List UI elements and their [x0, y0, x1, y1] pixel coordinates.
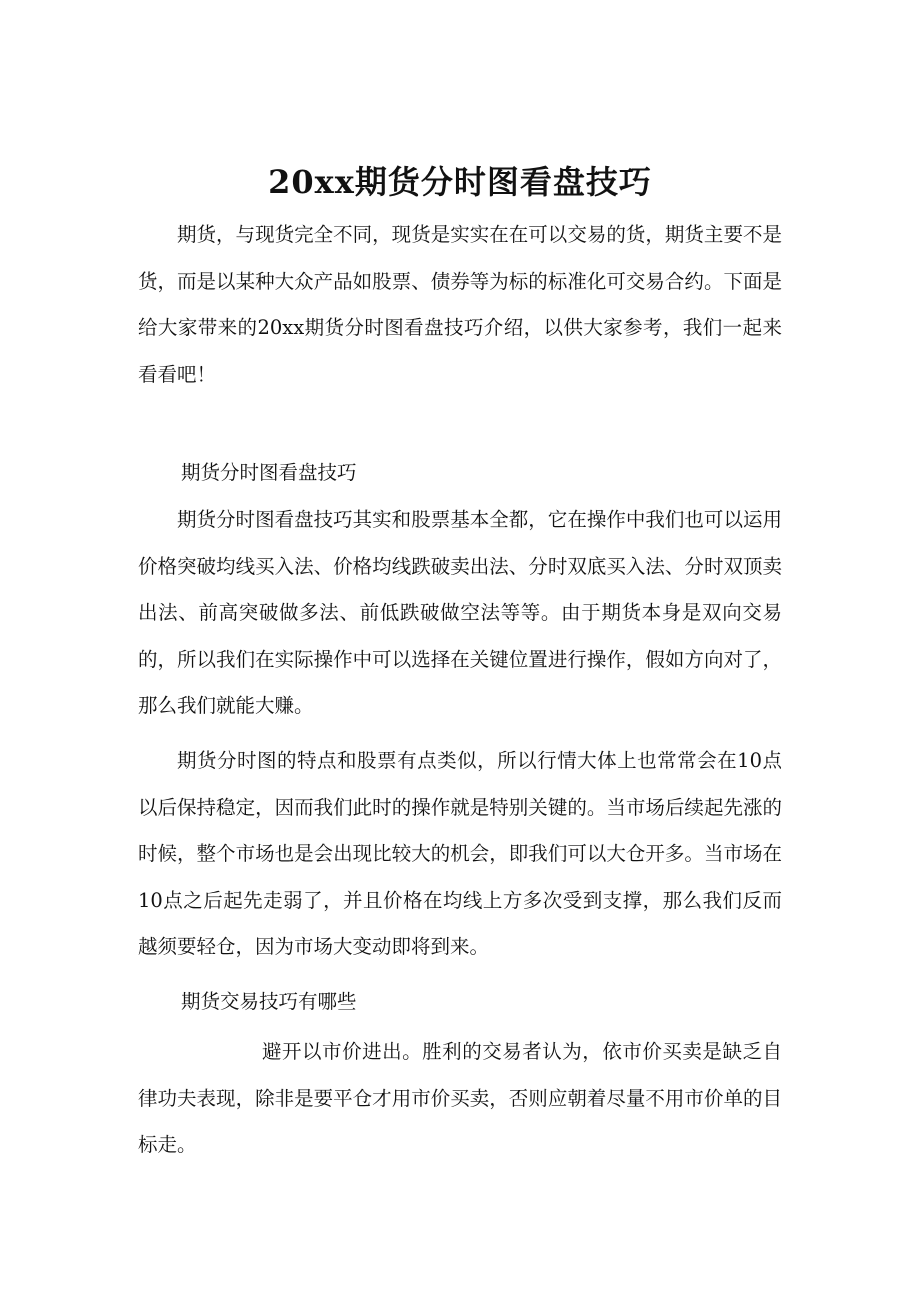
- section-heading-trading-tips: 期货交易技巧有哪些: [181, 990, 357, 1013]
- paragraph-timeshare-methods: 期货分时图看盘技巧其实和股票基本全都，它在操作中我们也可以运用价格突破均线买入法、价格均线跌破卖出法、分时双底买入法、分时双顶卖出法、前高突破做多法、前低跌破做空法等等。由于期货本身是双向交易的，所以我们在实际操作中可以选择在关键位置进行操作，假如方向对了，那么我们就能大赚。: [138, 508, 782, 717]
- section-heading-timeshare-chart: 期货分时图看盘技巧: [181, 461, 357, 484]
- paragraph-timeshare-features: 期货分时图的特点和股票有点类似，所以行情大体上也常常会在10点以后保持稳定，因而我们此时的操作就是特别关键的。当市场后续起先涨的时候，整个市场也是会出现比较大的机会，即我们可以大仓开多。当市场在10点之后起先走弱了，并且价格在均线上方多次受到支撑，那么我们反而越须要轻仓，因为市场大变动即将到来。: [138, 749, 782, 958]
- intro-paragraph: 期货，与现货完全不同，现货是实实在在可以交易的货，期货主要不是货，而是以某种大众产品如股票、债券等为标的标准化可交易合约。下面是给大家带来的20xx期货分时图看盘技巧介绍，以供大家参考，我们一起来看看吧！: [138, 223, 782, 386]
- document-title: 20xx期货分时图看盘技巧: [268, 163, 652, 202]
- paragraph-avoid-market-price: 避开以市价进出。胜利的交易者认为，依市价买卖是缺乏自律功夫表现，除非是要平仓才用市价买卖，否则应朝着尽量不用市价单的目标走。: [138, 1040, 782, 1156]
